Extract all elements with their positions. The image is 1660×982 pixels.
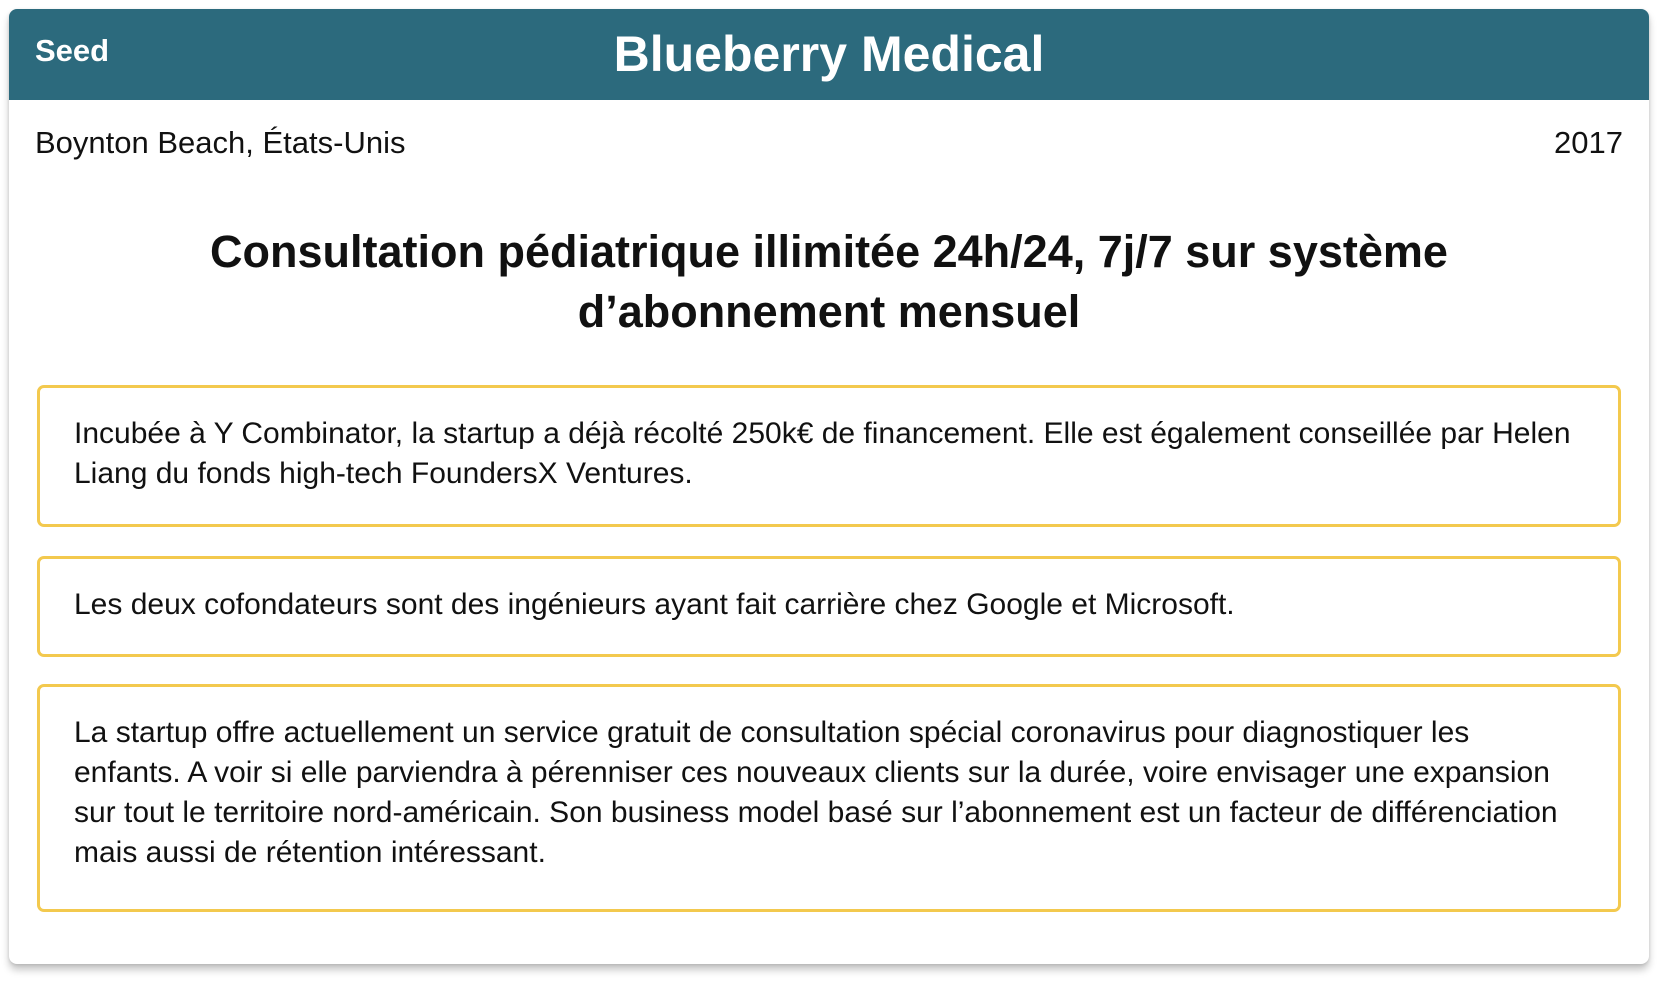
- highlight-box-outlook: La startup offre actuellement un service gratuit de consultation spécial coronavirus pour diagnostiquer les enfants. A voir si elle parviendra à pérenniser ces nouveaux clients sur la durée, voire envisager une expansion sur tout le territoire nord-américain. Son business model basé sur l’abonnement est un facteur de différenciation mais aussi de rétention intéressant.: [37, 684, 1621, 912]
- founded-year: 2017: [1554, 125, 1623, 160]
- startup-card: [9, 9, 1649, 964]
- highlight-box-founders: Les deux cofondateurs sont des ingénieurs ayant fait carrière chez Google et Microsoft.: [37, 556, 1621, 657]
- company-name: Blueberry Medical: [613, 26, 1045, 82]
- card-header: [9, 9, 1649, 100]
- startup-tagline: Consultation pédiatrique illimitée 24h/24, 7j/7 sur système d’abonnement mensuel: [210, 226, 1448, 337]
- highlight-box-funding: Incubée à Y Combinator, la startup a déjà récolté 250k€ de financement. Elle est également conseillée par Helen Liang du fonds high-tech FoundersX Ventures.: [37, 385, 1621, 527]
- location-text: Boynton Beach, États-Unis: [35, 125, 406, 160]
- funding-stage-label: Seed: [35, 33, 110, 68]
